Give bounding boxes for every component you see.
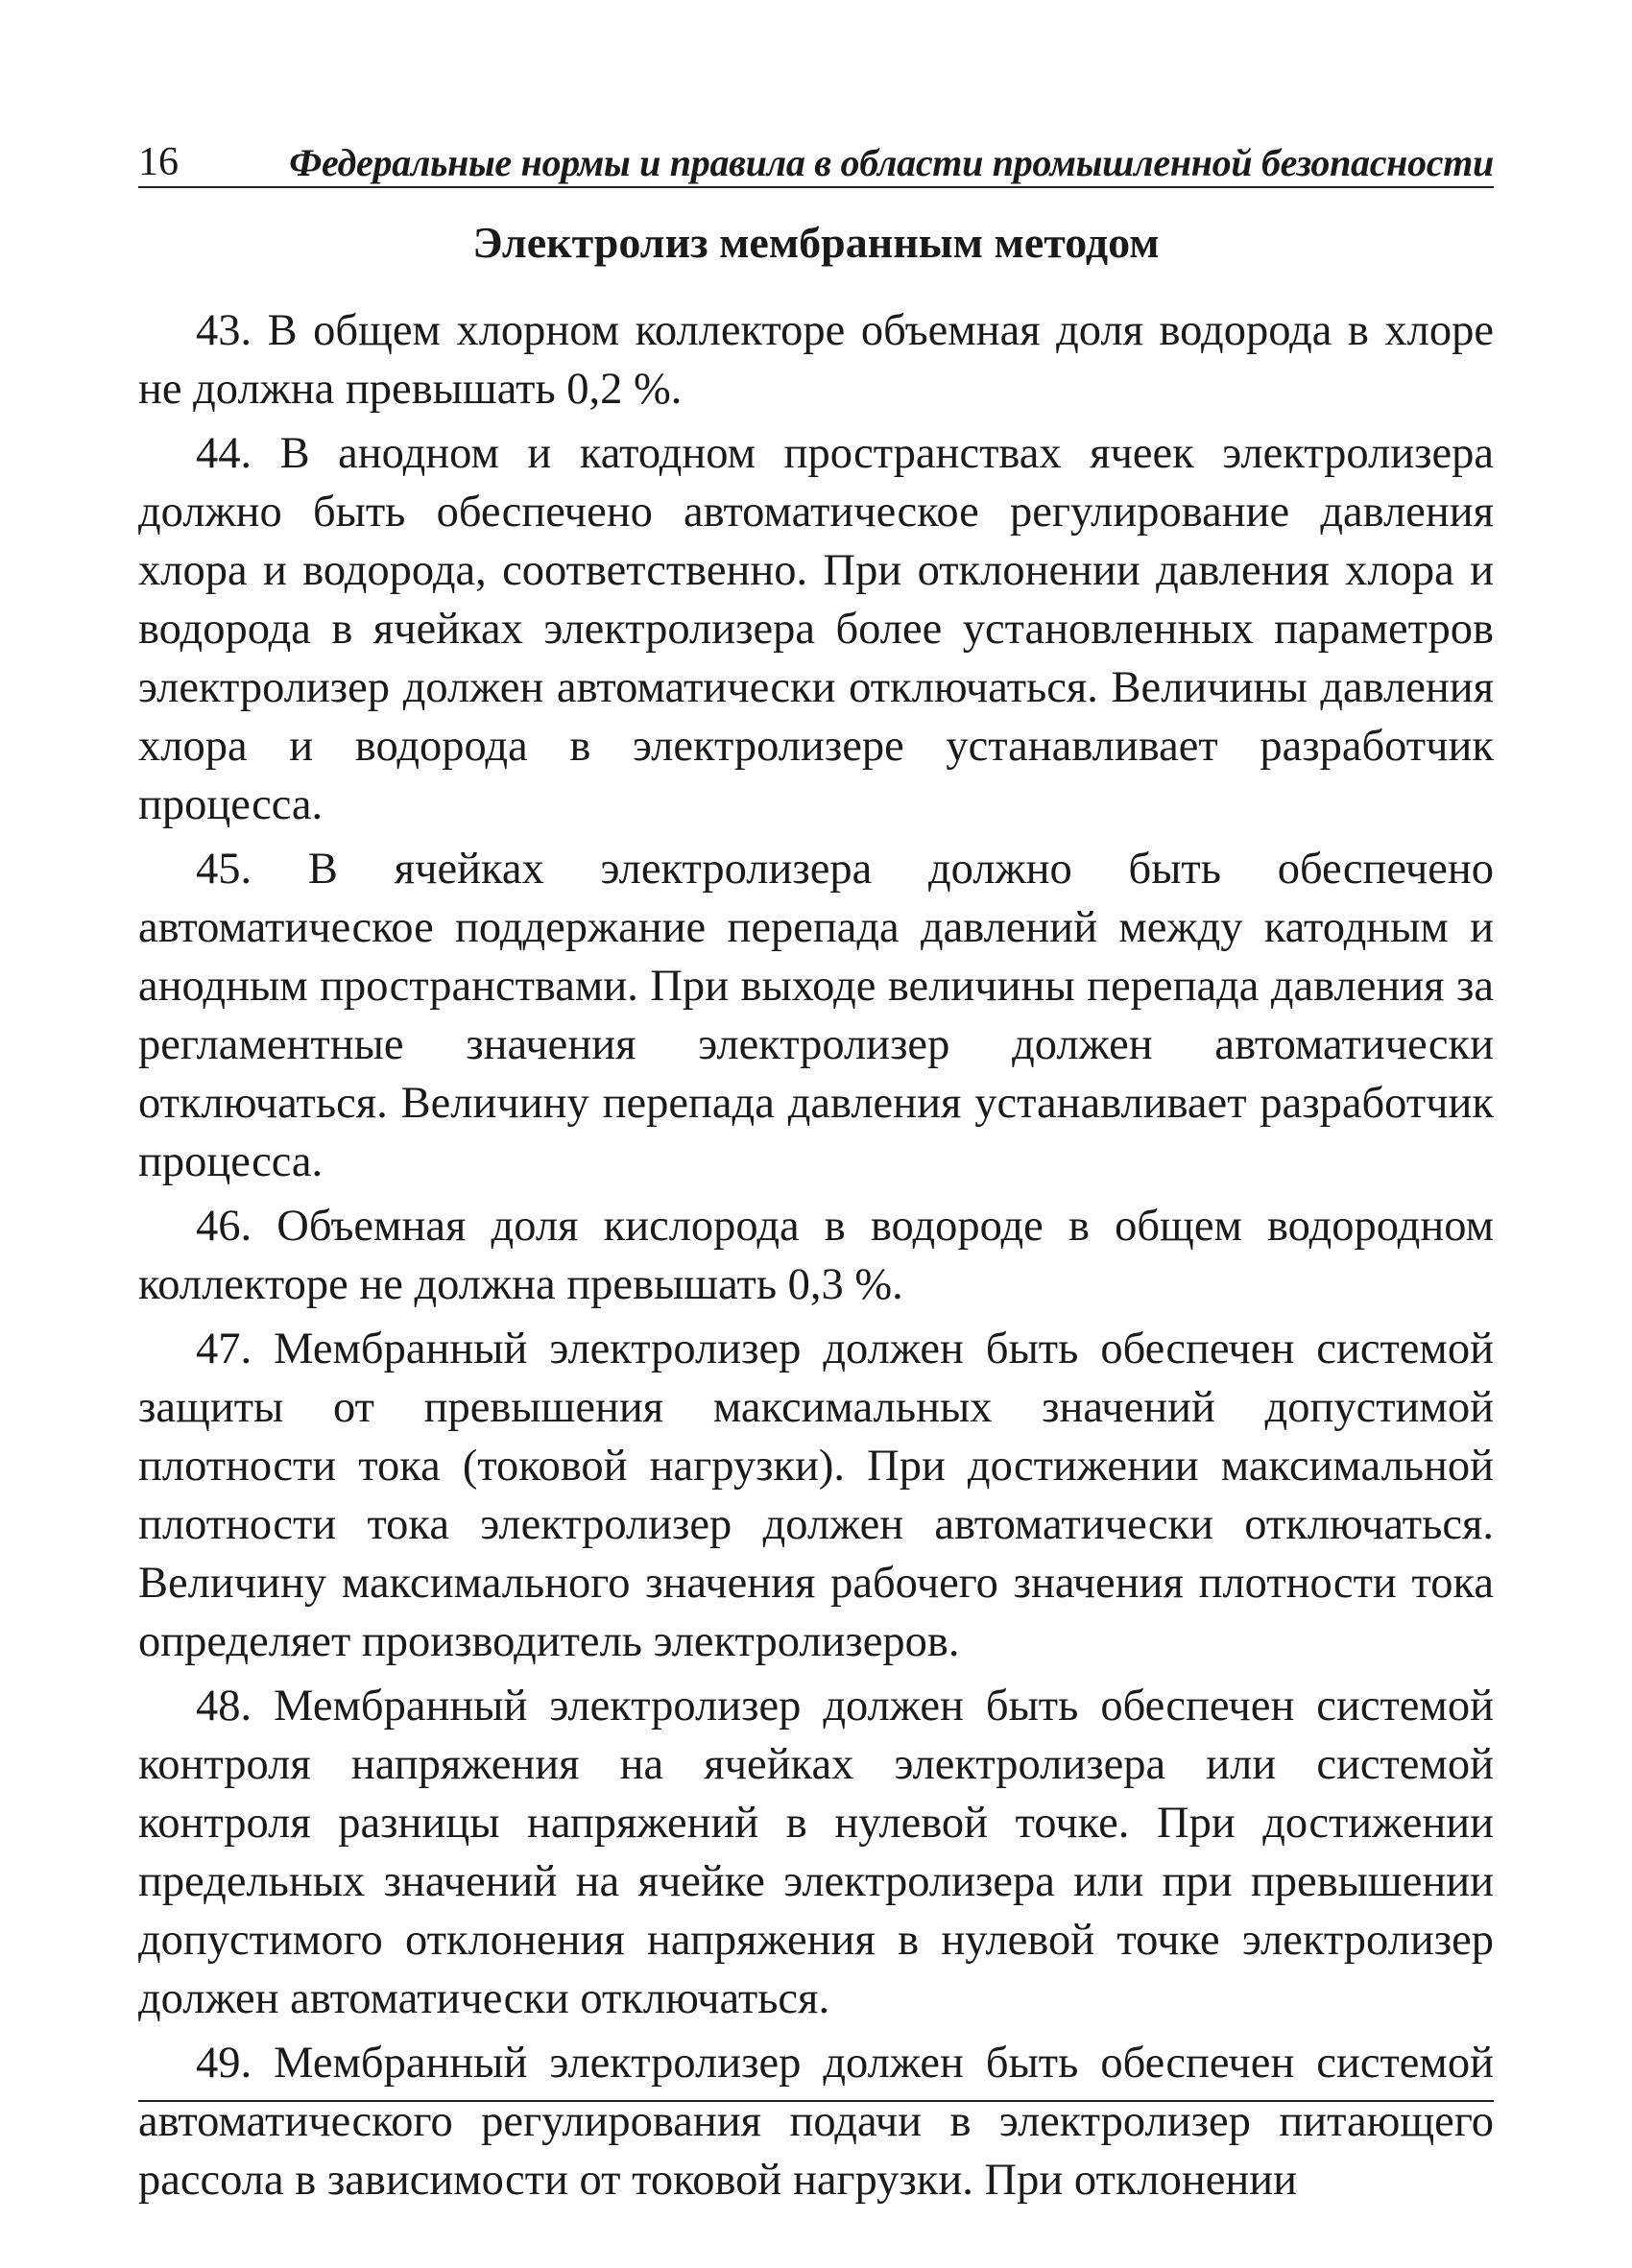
page-number: 16 [138,140,179,184]
paragraph-47: 47. Мембранный электролизер должен быть обеспечен системой защиты от превышения максимальных значений допустимой плотности тока (токовой нагрузки). При достижении максимальной плотности тока электролизер должен автоматически отключаться. Величину максимального значения рабочего значения плотности тока определяет производитель электролизеров. [138,1325,1494,1666]
paragraph-43: 43. В общем хлорном коллекторе объемная доля водорода в хлоре не должна превышать 0,2 %. [138,306,1494,414]
paragraph-48: 48. Мембранный электролизер должен быть обеспечен системой контроля напряжения на ячейках электролизера или системой контроля разницы напряжений в нулевой точке. При достижении предельных значений на ячейке электролизера или при превышении допустимого отклонения напряжения в нулевой точке электролизер должен автоматически отключаться. [138,1682,1494,2023]
paragraph-44: 44. В анодном и катодном пространствах ячеек электролизера должно быть обеспечено автоматическое регулирование давления хлора и водорода, соответственно. При отклонении давления хлора и водорода в ячейках электролизера более установленных параметров электролизер должен автоматически отключаться. Величины давления хлора и водорода в электролизере устанавливает разработчик процесса. [138,429,1494,829]
running-head [138,127,1494,188]
footnote-divider [138,2100,1494,2102]
running-title: Федеральные нормы и правила в области промышленной безопасности [289,141,1494,184]
body-text [138,301,1494,2209]
section-title: Электролиз мембранным методом [472,218,1160,267]
paragraph-46: 46. Объемная доля кислорода в водороде в общем водородном коллекторе не должна превышать 0,3 %. [138,1202,1494,1309]
paragraph-49: 49. Мембранный электролизер должен быть обеспечен системой автоматического регулирования подачи в электролизер питающего рассола в зависимости от токовой нагрузки. При отклонении [138,2039,1494,2205]
paragraph-45: 45. В ячейках электролизера должно быть обеспечено автоматическое поддержание перепада давлений между катодным и анодным пространствами. При выходе величины перепада давления за регламентные значения электролизер должен автоматически отключаться. Величину перепада давления устанавливает разработчик процесса. [138,845,1494,1186]
document-page [138,127,1494,2215]
